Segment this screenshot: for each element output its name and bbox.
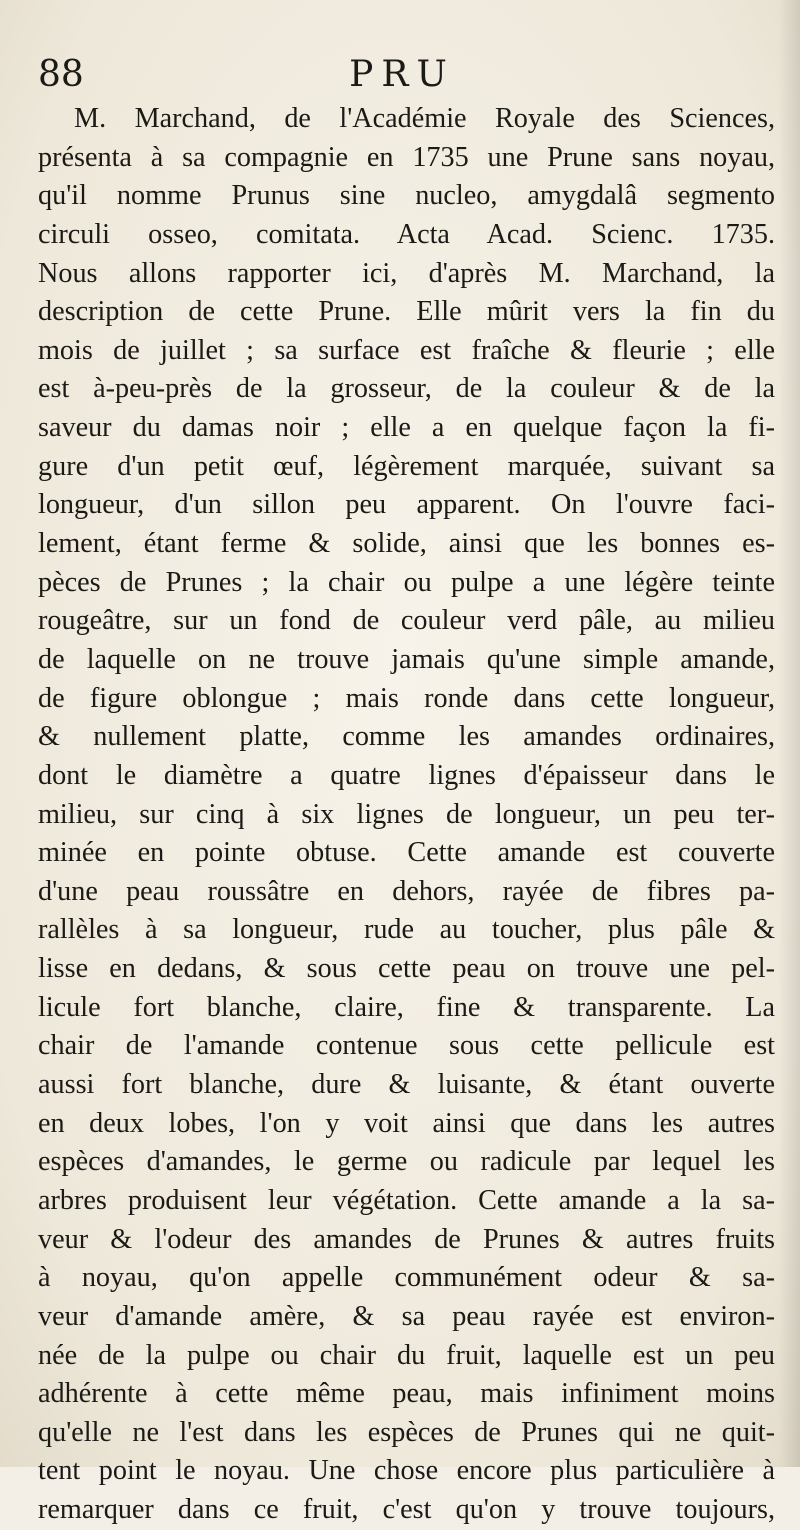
text-line: veur & l'odeur des amandes de Prunes & autres fruits	[38, 1223, 775, 1255]
text-line: mois de juillet ; sa surface est fraîche & fleurie ; elle	[38, 334, 775, 366]
text-line: description de cette Prune. Elle mûrit vers la fin du	[38, 296, 775, 328]
text-line: présenta à sa compagnie en 1735 une Prune sans noyau,	[38, 141, 775, 173]
text-line: remarquer dans ce fruit, c'est qu'on y trouve toujours,	[38, 1494, 775, 1526]
text-line: de laquelle on ne trouve jamais qu'une simple amande,	[38, 643, 775, 675]
text-line: licule fort blanche, claire, fine & transparente. La	[38, 991, 775, 1023]
text-line: Nous allons rapporter ici, d'après M. Marchand, la	[38, 257, 775, 289]
text-line: saveur du damas noir ; elle a en quelque façon la fi-	[38, 412, 775, 444]
text-line: est à-peu-près de la grosseur, de la couleur & de la	[38, 373, 775, 405]
text-line: milieu, sur cinq à six lignes de longueur, un peu ter-	[38, 798, 775, 830]
text-line: lement, étant ferme & solide, ainsi que les bonnes es-	[38, 528, 775, 560]
text-line: M. Marchand, de l'Académie Royale des Sciences,	[74, 103, 775, 134]
text-line: adhérente à cette même peau, mais infiniment moins	[38, 1378, 775, 1410]
text-line: arbres produisent leur végétation. Cette amande a la sa-	[38, 1184, 775, 1216]
text-line: qu'elle ne l'est dans les espèces de Prunes qui ne quit-	[38, 1416, 775, 1448]
text-line: en deux lobes, l'on y voit ainsi que dans les autres	[38, 1107, 775, 1139]
text-line: aussi fort blanche, dure & luisante, & étant ouverte	[38, 1069, 775, 1101]
text-line: tent point le noyau. Une chose encore plus particulière à	[38, 1455, 775, 1487]
text-line: circuli osseo, comitata. Acta Acad. Scienc. 1735.	[38, 218, 775, 250]
running-head: PRU	[349, 54, 455, 95]
text-line: pèces de Prunes ; la chair ou pulpe a une légère teinte	[38, 566, 775, 598]
text-line: de figure oblongue ; mais ronde dans cette longueur,	[38, 682, 775, 714]
text-line: longueur, d'un sillon peu apparent. On l'ouvre faci-	[38, 489, 775, 521]
text-line: d'une peau roussâtre en dehors, rayée de fibres pa-	[38, 875, 775, 907]
text-line: veur d'amande amère, & sa peau rayée est environ-	[38, 1300, 775, 1332]
page-edge-shadow	[778, 0, 800, 1467]
text-line: lisse en dedans, & sous cette peau on trouve une pel-	[38, 953, 775, 985]
text-line: chair de l'amande contenue sous cette pellicule est	[38, 1030, 775, 1062]
text-line: espèces d'amandes, le germe ou radicule par lequel les	[38, 1146, 775, 1178]
text-line: à noyau, qu'on appelle communément odeur & sa-	[38, 1262, 775, 1294]
text-line: & nullement platte, comme les amandes ordinaires,	[38, 721, 775, 753]
page-number: 88	[38, 54, 84, 95]
text-line: dont le diamètre a quatre lignes d'épaisseur dans le	[38, 759, 775, 791]
text-line: rallèles à sa longueur, rude au toucher, plus pâle &	[38, 914, 775, 946]
text-line: née de la pulpe ou chair du fruit, laquelle est un peu	[38, 1339, 775, 1371]
page-header	[38, 50, 766, 100]
body-text	[38, 100, 775, 1530]
text-line: rougeâtre, sur un fond de couleur verd pâle, au milieu	[38, 605, 775, 637]
text-line: minée en pointe obtuse. Cette amande est couverte	[38, 837, 775, 869]
text-line: qu'il nomme Prunus sine nucleo, amygdalâ segmento	[38, 180, 775, 212]
text-line: gure d'un petit œuf, légèrement marquée, suivant sa	[38, 450, 775, 482]
